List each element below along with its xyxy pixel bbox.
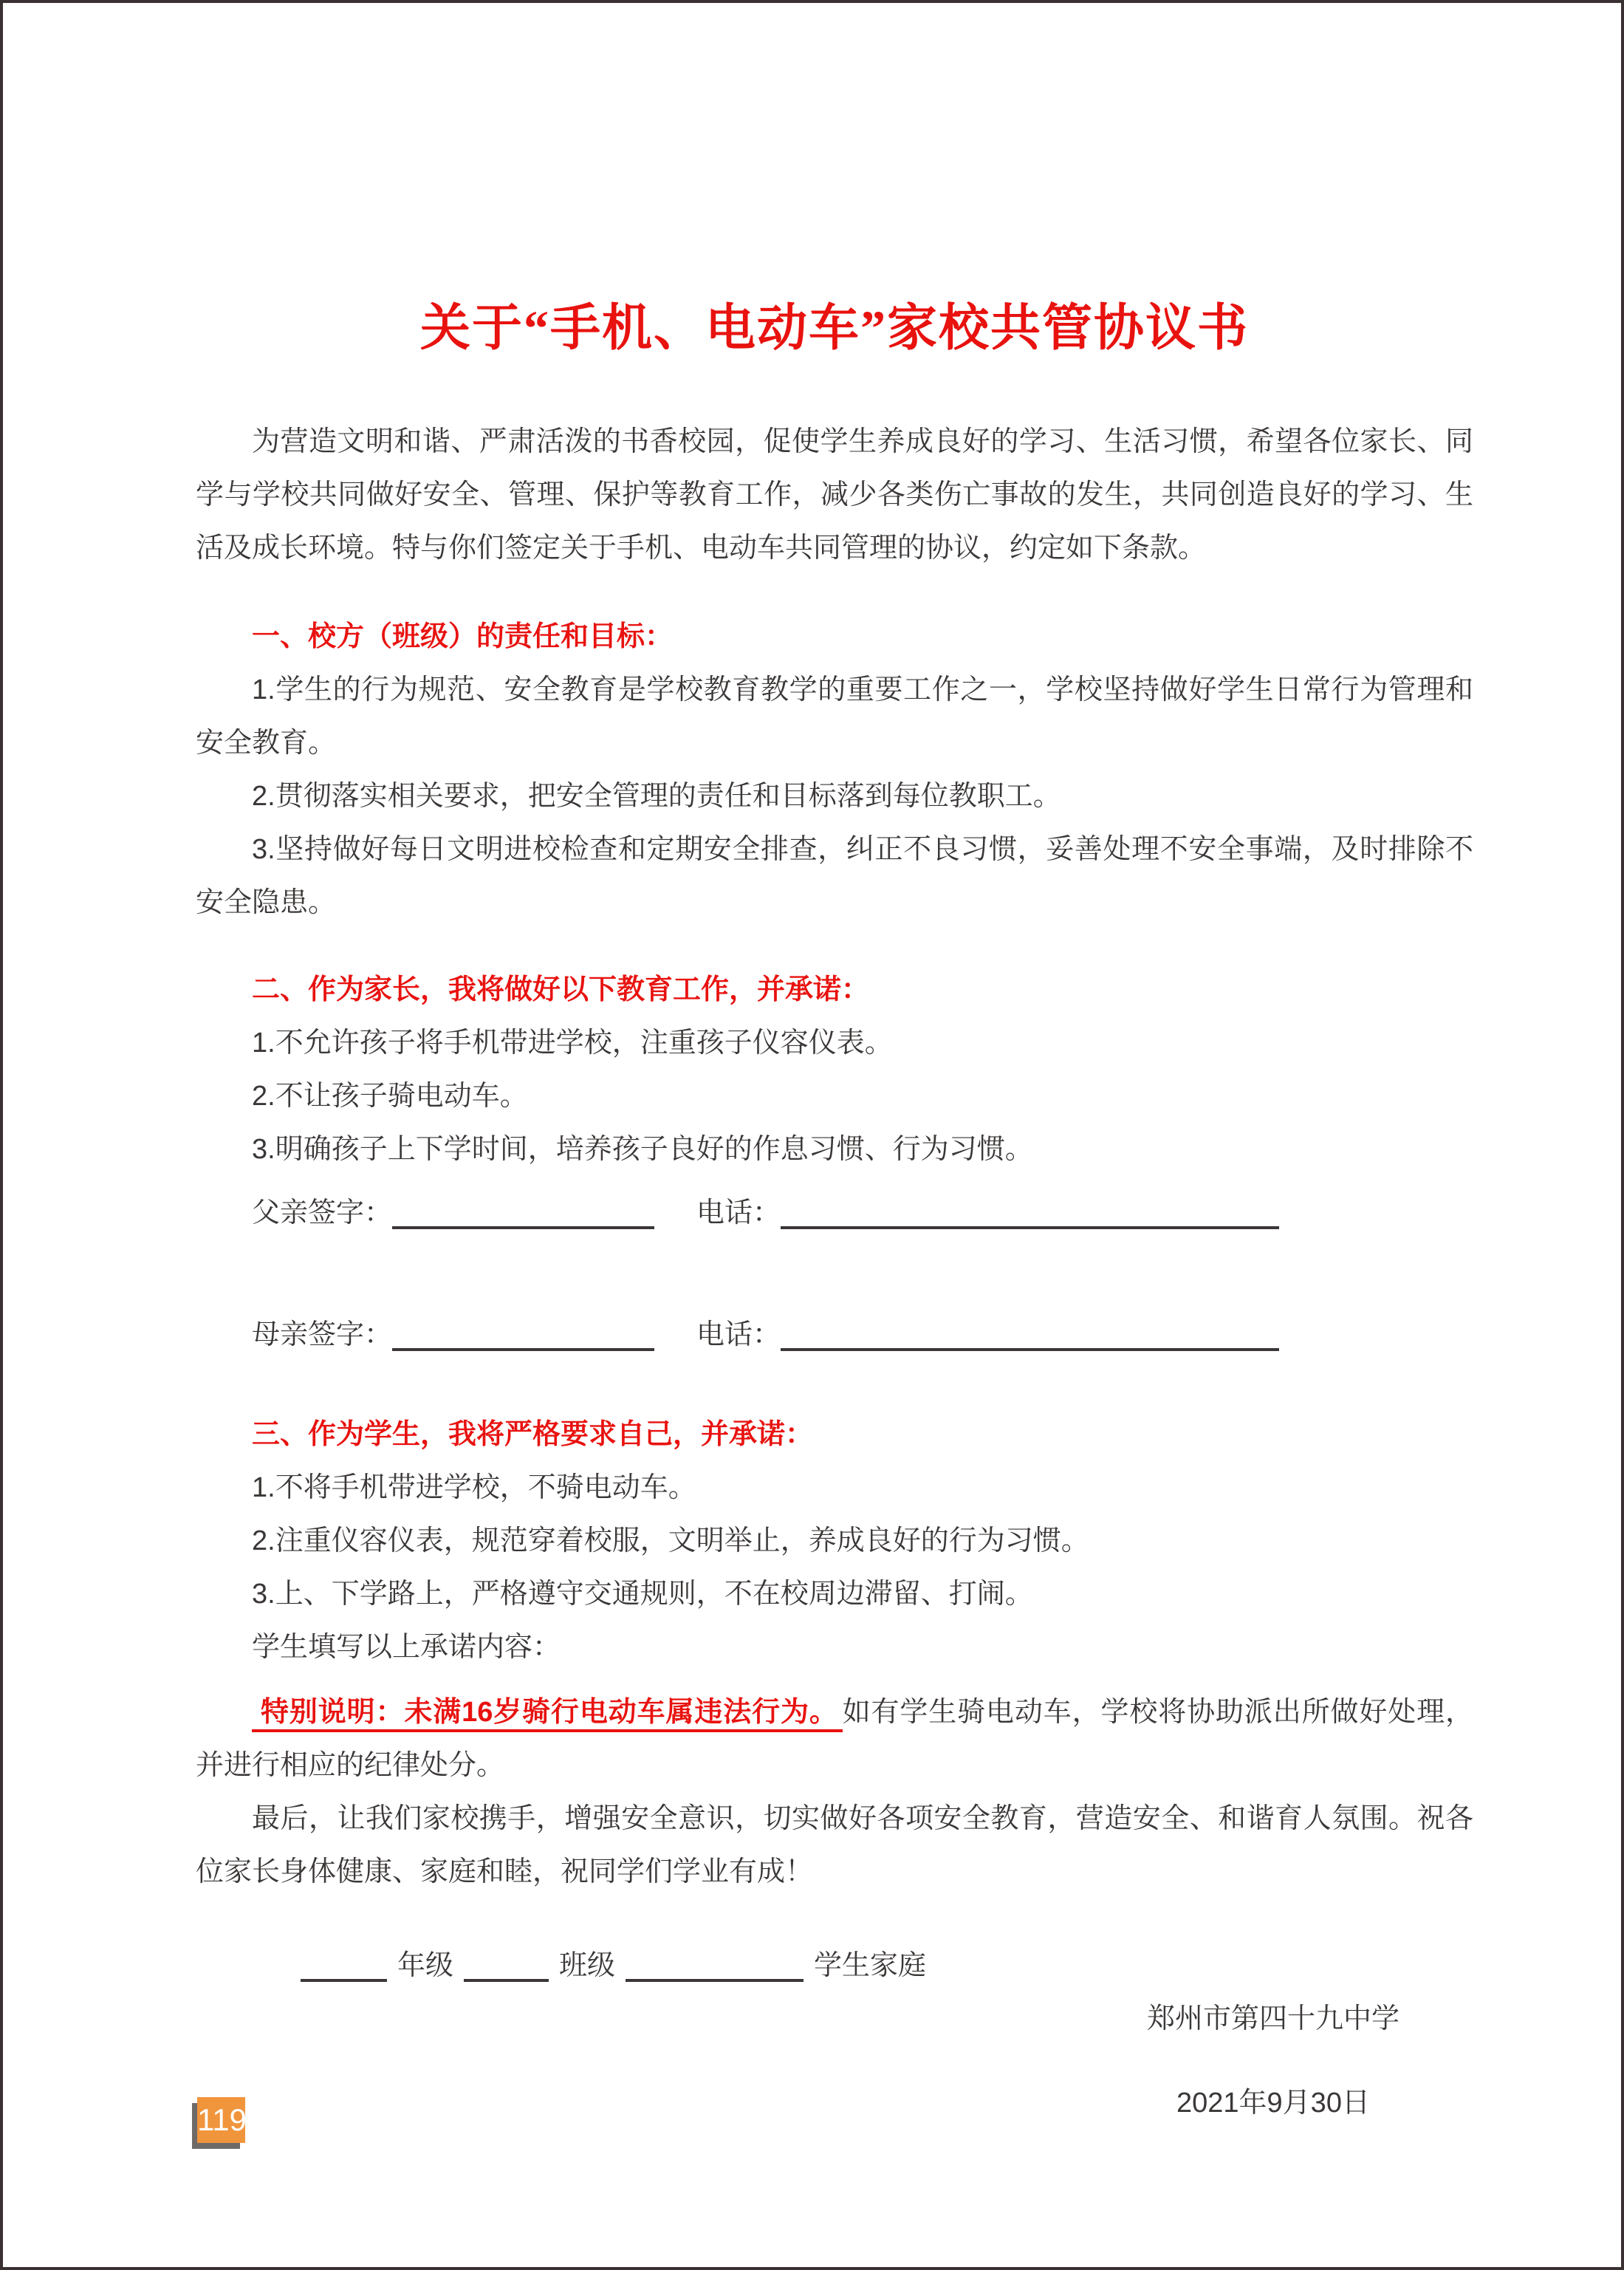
document-date: 2021年9月30日 <box>1176 2088 1370 2119</box>
family-blank-line <box>626 1949 804 1982</box>
special-note-paragraph <box>196 1686 1473 1792</box>
signature-footer <box>196 1992 1473 2130</box>
section-3-item-2: 2.注重仪容仪表，规范穿着校服，文明举止，养成良好的行为习惯。 <box>252 1525 1089 1556</box>
father-signature-line <box>392 1197 654 1229</box>
section-3-heading: 三、作为学生，我将严格要求自己，并承诺： <box>252 1419 814 1450</box>
father-signature-label: 父亲签字： <box>252 1197 393 1228</box>
father-phone-line <box>781 1197 1279 1229</box>
father-phone-label: 电话： <box>696 1197 781 1228</box>
section-3-item-3: 3.上、下学路上，严格遵守交通规则，不在校周边滞留、打闹。 <box>252 1579 1033 1610</box>
section-2-item-3: 3.明确孩子上下学时间，培养孩子良好的作息习惯、行为习惯。 <box>252 1134 1033 1165</box>
page-number-badge: 119 <box>197 2097 245 2143</box>
section-3-item-1: 1.不将手机带进学校，不骑电动车。 <box>252 1472 696 1503</box>
section-2-heading: 二、作为家长，我将做好以下教育工作，并承诺： <box>252 974 870 1005</box>
section-1-heading: 一、校方（班级）的责任和目标： <box>252 621 674 652</box>
grade-blank-line <box>301 1949 387 1982</box>
student-family-label: 学生家庭 <box>814 1950 927 1981</box>
mother-phone-line <box>781 1319 1279 1351</box>
footer-block <box>1147 1992 1399 2130</box>
grade-class-fill-line <box>301 1939 1473 1992</box>
mother-signature-label: 母亲签字： <box>252 1319 393 1350</box>
section-2-item-1: 1.不允许孩子将手机带进学校，注重孩子仪容仪表。 <box>252 1028 893 1059</box>
student-note-line: 学生填写以上承诺内容： <box>252 1632 561 1663</box>
father-signature-row <box>196 1186 1473 1240</box>
class-label: 班级 <box>559 1950 616 1981</box>
school-name: 郑州市第四十九中学 <box>1146 2003 1399 2034</box>
section-1-item-2: 2.贯彻落实相关要求，把安全管理的责任和目标落到每位教职工。 <box>252 781 1061 812</box>
special-note-highlight: 特别说明：未满16岁骑行电动车属违法行为。 <box>252 1697 843 1732</box>
intro-paragraph: 为营造文明和谐、严肃活泼的书香校园，促使学生养成良好的学习、生活习惯，希望各位家长、同学与学校共同做好安全、管理、保护等教育工作，减少各类伤亡事故的发生，共同创造良好的学习、生活及成长环境。特与你们签定关于手机、电动车共同管理的协议，约定如下条款。 <box>196 426 1473 564</box>
grade-label: 年级 <box>397 1950 454 1981</box>
section-1-item-3: 3.坚持做好每日文明进校检查和定期安全排查，纠正不良习惯，妥善处理不安全事端，及时排除不安全隐患。 <box>196 834 1473 918</box>
document-title: 关于“手机、电动车”家校共管协议书 <box>419 300 1249 356</box>
document-content <box>196 293 1473 2130</box>
mother-signature-line <box>392 1319 654 1351</box>
section-1-item-1: 1.学生的行为规范、安全教育是学校教育教学的重要工作之一，学校坚持做好学生日常行为管理和安全教育。 <box>196 674 1473 759</box>
section-2-item-2: 2.不让孩子骑电动车。 <box>252 1081 528 1112</box>
mother-phone-label: 电话： <box>696 1319 781 1350</box>
mother-signature-row <box>196 1308 1473 1361</box>
special-note-rest: 如有学生骑电动车，学校将协助派出所做好处理，并进行相应的纪律处分。 <box>196 1697 1473 1781</box>
closing-paragraph: 最后，让我们家校携手，增强安全意识，切实做好各项安全教育，营造安全、和谐育人氛围。祝各位家长身体健康、家庭和睦，祝同学们学业有成！ <box>196 1803 1473 1887</box>
class-blank-line <box>464 1949 549 1982</box>
